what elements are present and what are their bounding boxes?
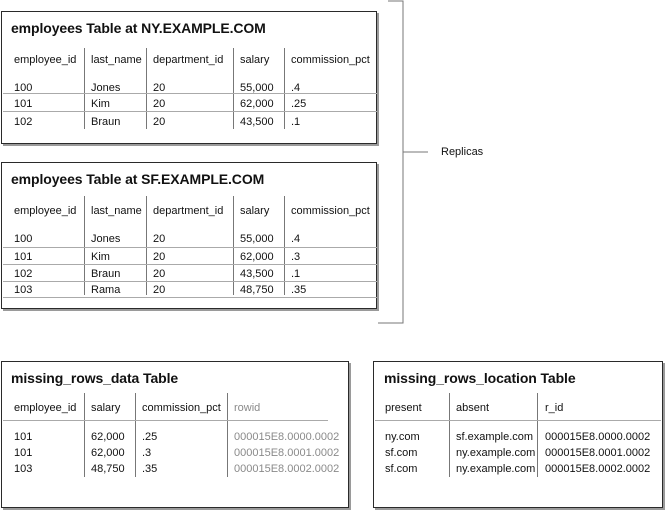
table-cell: Jones [91,233,121,245]
missing-rows-location-title: missing_rows_location Table [384,370,576,386]
table-cell: sf.example.com [456,431,534,443]
column-header: rowid [234,402,261,414]
column-header: salary [91,402,121,414]
table-cell: .35 [291,284,307,296]
table-cell: Jones [91,82,121,94]
column-header: salary [240,205,270,217]
table-cell: 100 [14,82,33,94]
column-header: department_id [153,54,224,66]
column-header: salary [240,54,270,66]
table-cell: Braun [91,268,121,280]
column-header: present [385,402,422,414]
column-header: employee_id [14,54,77,66]
table-cell: Braun [91,116,121,128]
column-header: last_name [91,54,142,66]
column-header: absent [456,402,490,414]
table-cell: 20 [153,251,166,263]
table-cell: 103 [14,284,33,296]
table-cell: 48,750 [91,463,125,475]
table-cell: 000015E8.0001.0002 [234,447,340,459]
table-cell: 20 [153,98,166,110]
table-cell: 55,000 [240,82,274,94]
column-header: r_id [545,402,564,414]
column-header: employee_id [14,205,77,217]
table-cell: Rama [91,284,121,296]
missing-rows-location-table [373,361,663,508]
table-cell: sf.com [385,447,418,459]
table-cell: ny.example.com [456,463,536,475]
table-cell: 000015E8.0001.0002 [545,447,651,459]
table-cell: 20 [153,82,166,94]
table-cell: .1 [291,268,301,280]
table-cell: .25 [142,431,158,443]
table-cell: 000015E8.0000.0002 [545,431,651,443]
table-cell: 101 [14,447,33,459]
table-cell: 000015E8.0000.0002 [234,431,340,443]
table-cell: Kim [91,251,110,263]
table-cell: 102 [14,268,33,280]
table-cell: 55,000 [240,233,274,245]
column-header: commission_pct [291,205,370,217]
missing-rows-data-table [1,361,349,508]
table-cell: ny.example.com [456,447,536,459]
table-cell: 101 [14,98,33,110]
column-header: last_name [91,205,142,217]
table-cell: 103 [14,463,33,475]
table-cell: 43,500 [240,116,274,128]
table-cell: sf.com [385,463,418,475]
table-cell: 20 [153,116,166,128]
column-header: employee_id [14,402,77,414]
table-cell: 101 [14,431,33,443]
column-header: department_id [153,205,224,217]
table-cell: 000015E8.0002.0002 [545,463,651,475]
table-cell: 62,000 [91,431,125,443]
sf-employees-table [1,162,377,309]
table-cell: .3 [291,251,301,263]
sf-table-title: employees Table at SF.EXAMPLE.COM [11,171,265,187]
column-header: commission_pct [142,402,221,414]
table-cell: 62,000 [240,251,274,263]
table-cell: 102 [14,116,33,128]
table-cell: .4 [291,233,301,245]
table-cell: 62,000 [91,447,125,459]
table-cell: .35 [142,463,158,475]
column-header: commission_pct [291,54,370,66]
missing-rows-data-title: missing_rows_data Table [11,370,179,386]
table-cell: 000015E8.0002.0002 [234,463,340,475]
table-cell: .1 [291,116,301,128]
table-cell: Kim [91,98,110,110]
table-cell: 101 [14,251,33,263]
table-cell: 62,000 [240,98,274,110]
table-cell: 43,500 [240,268,274,280]
table-cell: 20 [153,233,166,245]
table-cell: 20 [153,268,166,280]
ny-employees-table [1,11,377,144]
table-cell: .4 [291,82,301,94]
table-cell: ny.com [385,431,420,443]
table-cell: 20 [153,284,166,296]
ny-table-title: employees Table at NY.EXAMPLE.COM [11,20,266,36]
table-cell: .25 [291,98,307,110]
replicas-label: Replicas [441,146,484,158]
table-cell: 100 [14,233,33,245]
table-cell: 48,750 [240,284,274,296]
table-cell: .3 [142,447,152,459]
